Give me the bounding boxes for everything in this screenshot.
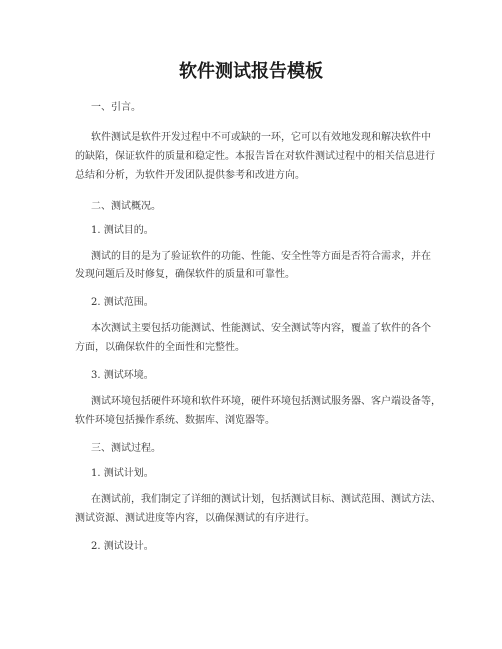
text-line: 1. 测试目的。 <box>91 225 154 236</box>
paragraph-introduction <box>91 128 446 147</box>
text-line: 测试环境包括硬件环境和软件环境，硬件环境包括测试服务器、客户端设备等， <box>91 396 441 407</box>
text-line: 测试的目的是为了验证软件的功能、性能、安全性等方面是否符合需求，并在 <box>91 251 431 262</box>
paragraph-plan <box>91 493 446 506</box>
text-line: 软件环境包括操作系统、数据库、浏览器等。 <box>75 415 275 426</box>
document-title: 软件测试报告模板 <box>179 61 323 82</box>
text-line: 发现问题后及时修复，确保软件的质量和可靠性。 <box>75 269 295 280</box>
text-line: 本次测试主要包括功能测试、性能测试、安全测试等内容，覆盖了软件的各个 <box>91 323 431 334</box>
text-line: 三、测试过程。 <box>91 443 161 454</box>
paragraph-scope-cont <box>75 341 430 354</box>
section-heading-overview <box>91 200 446 213</box>
subsection-heading-environment <box>91 369 446 382</box>
text-line: 软件测试是软件开发过程中不可或缺的一环，它可以有效地发现和解决软件中 <box>91 132 431 143</box>
paragraph-introduction-cont <box>75 147 435 185</box>
text-line: 测试资源、测试进度等内容，以确保测试的有序进行。 <box>75 513 315 524</box>
text-line: 2. 测试范围。 <box>91 297 154 308</box>
section-heading-process <box>91 442 446 455</box>
paragraph-scope <box>91 322 446 335</box>
paragraph-goal <box>91 250 446 263</box>
paragraph-environment-cont <box>75 414 430 427</box>
subsection-heading-plan <box>91 467 446 480</box>
text-line: 1. 测试计划。 <box>91 468 154 479</box>
text-line: 一、引言。 <box>91 102 141 113</box>
subsection-heading-scope <box>91 296 446 309</box>
section-heading-introduction <box>91 101 446 114</box>
text-line: 总结和分析，为软件开发团队提供参考和改进方向。 <box>75 170 305 181</box>
paragraph-goal-cont <box>75 268 430 281</box>
subsection-heading-goal <box>91 224 446 237</box>
text-line: 在测试前，我们制定了详细的测试计划，包括测试目标、测试范围、测试方法、 <box>91 494 441 505</box>
paragraph-environment <box>91 395 446 408</box>
text-line: 方面，以确保软件的全面性和完整性。 <box>75 342 245 353</box>
text-line: 二、测试概况。 <box>91 201 161 212</box>
text-line: 的缺陷，保证软件的质量和稳定性。本报告旨在对软件测试过程中的相关信息进行 <box>75 151 435 162</box>
text-line: 3. 测试环境。 <box>91 370 154 381</box>
subsection-heading-design <box>91 540 446 553</box>
paragraph-plan-cont <box>75 512 430 525</box>
text-line: 2. 测试设计。 <box>91 541 154 552</box>
